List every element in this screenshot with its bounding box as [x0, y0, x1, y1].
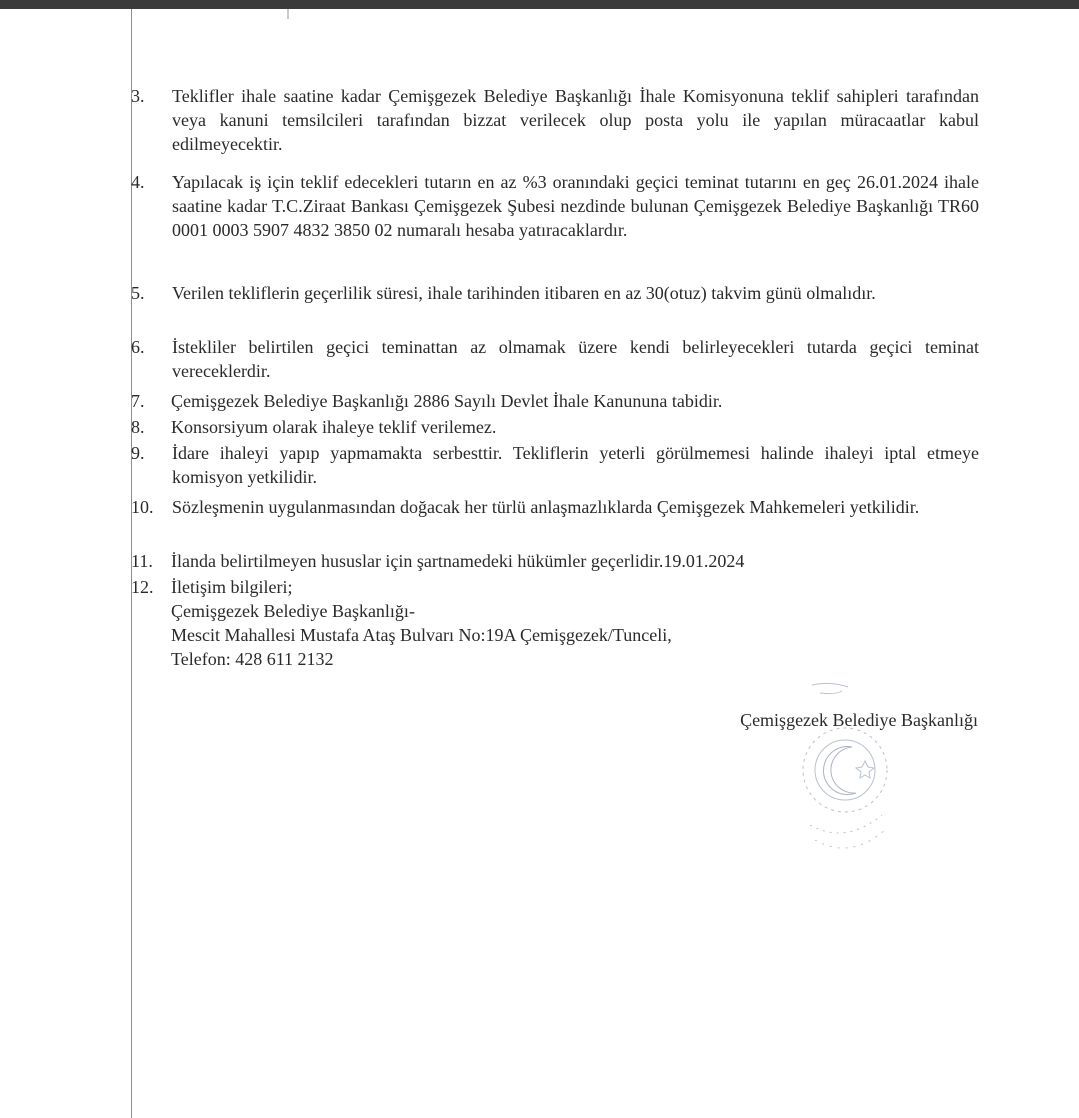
contact-block: [131, 575, 979, 671]
item-number: 4.: [131, 172, 145, 192]
item-number: 3.: [131, 86, 145, 106]
item-number: 9.: [131, 443, 145, 463]
official-seal: [790, 675, 910, 875]
list-item: [131, 84, 979, 156]
item-text: Yapılacak iş için teklif edecekleri tutarın en az %3 oranındaki geçici teminat tutarını en geç 26.01.2024 ihale saatine kadar T.C.Ziraat Bankası Çemişgezek Şubesi nezdinde bulunan Çemişgezek Belediye Başkanlığı TR60 0001 0003 5907 4832 3850 02 numaralı hesaba yatıracaklardır.: [172, 172, 979, 240]
contact-heading: İletişim bilgileri;: [171, 577, 293, 597]
item-text: İstekliler belirtilen geçici teminattan az olmamak üzere kendi belirleyecekleri tutarda geçici teminat vereceklerdir.: [172, 337, 979, 381]
item-number: 11.: [131, 551, 153, 571]
contact-address: Mescit Mahallesi Mustafa Ataş Bulvarı No:19A Çemişgezek/Tunceli,: [171, 625, 672, 645]
list-item: [131, 415, 979, 439]
list-item: [131, 335, 979, 383]
item-number: 7.: [131, 391, 145, 411]
list-item: [131, 441, 979, 489]
item-text: İdare ihaleyi yapıp yapmamakta serbesttir. Tekliflerin yeterli görülmemesi halinde ihaleyi iptal etmeye komisyon yetkilidir.: [172, 443, 979, 487]
item-number: 8.: [131, 417, 145, 437]
item-text: Konsorsiyum olarak ihaleye teklif verilemez.: [171, 417, 497, 437]
contact-organization: Çemişgezek Belediye Başkanlığı-: [171, 601, 415, 621]
item-number: 12.: [131, 577, 154, 597]
item-number: 5.: [131, 283, 145, 303]
list-item: [131, 549, 979, 573]
list-item: [131, 281, 979, 305]
item-text: Verilen tekliflerin geçerlilik süresi, ihale tarihinden itibaren en az 30(otuz) takvim günü olmalıdır.: [172, 283, 876, 303]
item-number: 6.: [131, 337, 145, 357]
item-number: 10.: [131, 497, 154, 517]
list-item: [131, 389, 979, 413]
item-text: Sözleşmenin uygulanmasından doğacak her türlü anlaşmazlıklarda Çemişgezek Mahkemeleri yetkilidir.: [172, 497, 920, 517]
list-item: [131, 495, 979, 519]
signature-line: Çemişgezek Belediye Başkanlığı: [740, 710, 978, 730]
list-item: [131, 170, 979, 242]
item-text: Çemişgezek Belediye Başkanlığı 2886 Sayılı Devlet İhale Kanununa tabidir.: [171, 391, 723, 411]
item-text: Teklifler ihale saatine kadar Çemişgezek Belediye Başkanlığı İhale Komisyonuna teklif sahipleri tarafından veya kanuni temsilcileri tarafından bizzat verilecek olup posta yolu ile yapılan müracaatlar kabul edilmeyecektir.: [172, 86, 979, 154]
item-text: İlanda belirtilmeyen hususlar için şartnamedeki hükümler geçerlidir.19.01.2024: [171, 551, 745, 571]
contact-phone: Telefon: 428 611 2132: [171, 649, 334, 669]
